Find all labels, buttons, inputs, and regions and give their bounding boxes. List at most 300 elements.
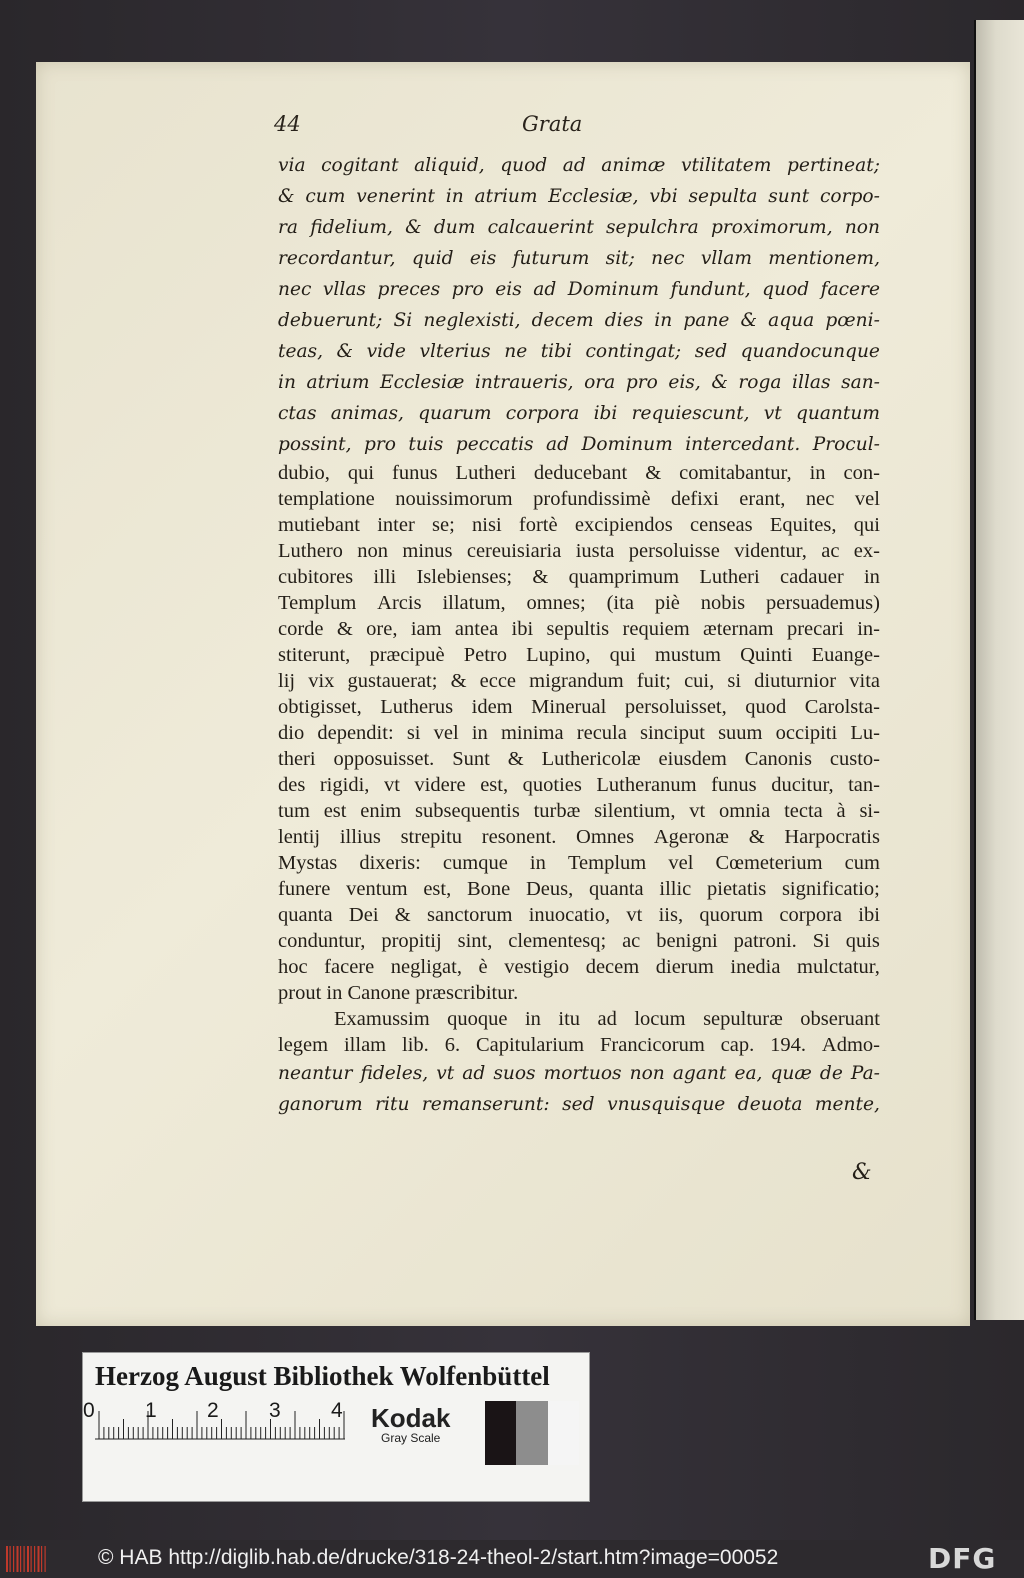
word: patroni. bbox=[733, 930, 797, 952]
word: ducitur, bbox=[771, 774, 834, 796]
word: videntur, bbox=[734, 540, 807, 562]
word: cubitores bbox=[278, 566, 354, 588]
word: ecce bbox=[479, 670, 517, 692]
word: æternam bbox=[703, 618, 774, 640]
word: ibi bbox=[858, 904, 880, 926]
word: cum bbox=[844, 852, 880, 874]
word: Admo- bbox=[821, 1034, 880, 1056]
barcode-bar bbox=[24, 1546, 25, 1572]
word: migrandum bbox=[529, 670, 624, 692]
word: pane bbox=[683, 310, 730, 331]
word: subsequentis bbox=[415, 800, 520, 822]
word: Templum bbox=[278, 592, 357, 614]
word: precari bbox=[786, 618, 844, 640]
barcode-bar bbox=[10, 1546, 11, 1572]
word: se; bbox=[432, 514, 455, 536]
word: fuit; bbox=[636, 670, 671, 692]
word: minus bbox=[402, 540, 453, 562]
word: est, bbox=[423, 878, 452, 900]
word: Dei bbox=[348, 904, 379, 926]
ruler-label: 1 bbox=[145, 1399, 157, 1422]
text-line bbox=[278, 1006, 880, 1032]
word: Luthero bbox=[278, 540, 343, 562]
word: cogitant bbox=[321, 155, 399, 176]
word: suum bbox=[718, 722, 763, 744]
word: cum bbox=[305, 186, 346, 207]
word: illas bbox=[792, 372, 831, 393]
word: quantum bbox=[795, 403, 880, 424]
page-header bbox=[274, 112, 884, 142]
word: quoque bbox=[447, 1008, 508, 1030]
word: benigni bbox=[656, 930, 718, 952]
ruler-label: 0 bbox=[83, 1399, 95, 1422]
word: cumque bbox=[442, 852, 508, 874]
word: deuota bbox=[737, 1094, 803, 1115]
word: qui bbox=[347, 462, 375, 484]
word: funus bbox=[711, 774, 757, 796]
word: quorum bbox=[699, 904, 764, 926]
text-line bbox=[278, 305, 880, 336]
text-line bbox=[278, 850, 880, 876]
word: in bbox=[863, 566, 880, 588]
word: Equites, bbox=[769, 514, 837, 536]
word: Cœmeterium bbox=[715, 852, 823, 874]
word: Francicorum bbox=[600, 1034, 705, 1056]
word: mente, bbox=[814, 1094, 880, 1115]
word: significatio; bbox=[781, 878, 880, 900]
word: quæ bbox=[770, 1063, 812, 1084]
barcode-bar bbox=[45, 1546, 46, 1572]
word: corde bbox=[278, 618, 324, 640]
word: quod bbox=[500, 155, 548, 176]
word: Euange- bbox=[811, 644, 880, 666]
body-text bbox=[278, 150, 880, 1120]
word: fideles, bbox=[360, 1063, 429, 1084]
word: de bbox=[819, 1063, 843, 1084]
word: sepulta bbox=[688, 186, 758, 207]
word: sit; bbox=[605, 248, 635, 269]
word: vix bbox=[308, 670, 335, 692]
word: tan- bbox=[848, 774, 880, 796]
word: Examussim bbox=[334, 1008, 430, 1030]
word: funere bbox=[278, 878, 331, 900]
word: mustum bbox=[654, 644, 721, 666]
word: diuturnior bbox=[754, 670, 837, 692]
word: quod bbox=[745, 696, 787, 718]
word: Omnes bbox=[576, 826, 635, 848]
word: si- bbox=[859, 800, 880, 822]
text-line bbox=[278, 429, 880, 460]
word: illatum, bbox=[442, 592, 506, 614]
word: nouissimorum bbox=[395, 488, 513, 510]
word: profundissimè bbox=[533, 488, 651, 510]
word: ventum bbox=[346, 878, 408, 900]
word: ea, bbox=[734, 1063, 763, 1084]
word: atrium bbox=[306, 372, 370, 393]
word: illic bbox=[659, 878, 692, 900]
word: omnes; bbox=[526, 592, 586, 614]
word: iam bbox=[410, 618, 442, 640]
text-line bbox=[278, 398, 880, 429]
word: contingat; bbox=[585, 341, 682, 362]
word: (ita bbox=[606, 592, 634, 614]
word: & bbox=[450, 670, 467, 692]
word: Lutheranum bbox=[596, 774, 697, 796]
word: excipiendos bbox=[574, 514, 673, 536]
word: ac bbox=[821, 540, 840, 562]
text-line bbox=[278, 720, 880, 746]
ruler-label: 3 bbox=[269, 1399, 281, 1422]
word: nec bbox=[651, 248, 685, 269]
word: gustauerat; bbox=[347, 670, 438, 692]
text-line bbox=[278, 668, 880, 694]
word: Mystas bbox=[278, 852, 338, 874]
word: cui, bbox=[684, 670, 715, 692]
word: iusta bbox=[575, 540, 615, 562]
barcode-bar bbox=[13, 1546, 14, 1572]
word: ad bbox=[597, 1008, 617, 1030]
word: Lupino, bbox=[526, 644, 591, 666]
word: san- bbox=[841, 372, 880, 393]
word: intercedant. bbox=[685, 434, 801, 455]
word: & bbox=[532, 566, 549, 588]
word: rigidi, bbox=[319, 774, 370, 796]
kodak-logo: Kodak bbox=[371, 1403, 451, 1433]
word: strepitu bbox=[400, 826, 463, 848]
word: teas, bbox=[278, 341, 324, 362]
word: eiusdem bbox=[658, 748, 727, 770]
word: videre bbox=[414, 774, 466, 796]
word: requiescunt, bbox=[631, 403, 750, 424]
word: persoluisset, bbox=[624, 696, 727, 718]
word: Quinti bbox=[740, 644, 793, 666]
word: eis bbox=[469, 248, 497, 269]
word: inedia bbox=[730, 956, 781, 978]
word: iis, bbox=[658, 904, 684, 926]
text-line bbox=[278, 616, 880, 642]
word: obseruant bbox=[800, 1008, 880, 1030]
word: persuademus) bbox=[766, 592, 880, 614]
word: à bbox=[836, 800, 846, 822]
word: pro bbox=[451, 279, 484, 300]
word: Arcis bbox=[377, 592, 422, 614]
word: negligat, bbox=[390, 956, 462, 978]
word: Bone bbox=[466, 878, 511, 900]
barcode-icon bbox=[6, 1546, 48, 1572]
word: vlterius bbox=[419, 341, 491, 362]
word: si bbox=[406, 722, 421, 744]
barcode-bar bbox=[31, 1546, 32, 1572]
word: defixi bbox=[670, 488, 719, 510]
word: vnusquisque bbox=[607, 1094, 726, 1115]
word: quamprimum bbox=[568, 566, 680, 588]
word: quoties bbox=[522, 774, 582, 796]
word: fundunt, bbox=[670, 279, 751, 300]
word: vbi bbox=[649, 186, 678, 207]
word: animas, bbox=[330, 403, 404, 424]
word: decem bbox=[531, 310, 594, 331]
word: futurum bbox=[512, 248, 590, 269]
word: vt bbox=[436, 1063, 455, 1084]
word: suos bbox=[493, 1063, 536, 1084]
word: stiterunt, bbox=[278, 644, 351, 666]
word: Procul- bbox=[812, 434, 880, 455]
word: in bbox=[809, 462, 826, 484]
text-line bbox=[278, 512, 880, 538]
word: sed bbox=[562, 1094, 595, 1115]
word: neantur bbox=[278, 1063, 353, 1084]
word: sed bbox=[694, 341, 728, 362]
text-line bbox=[278, 460, 880, 486]
word: 194. bbox=[770, 1034, 807, 1056]
word: sepultis bbox=[546, 618, 610, 640]
word: preces bbox=[377, 279, 441, 300]
word: vel bbox=[854, 488, 880, 510]
word: quid bbox=[411, 248, 454, 269]
word: turbæ bbox=[533, 800, 581, 822]
text-line bbox=[278, 954, 880, 980]
word: Si bbox=[812, 930, 830, 952]
word: illi bbox=[373, 566, 397, 588]
ruler-labels bbox=[83, 1399, 353, 1427]
word: des bbox=[278, 774, 306, 796]
word: tibi bbox=[540, 341, 572, 362]
word: & bbox=[645, 462, 662, 484]
text-line: prout in Canone præscribitur. bbox=[278, 982, 519, 1004]
word: ora bbox=[584, 372, 616, 393]
barcode-bar bbox=[38, 1546, 40, 1572]
word: Lutherus bbox=[380, 696, 454, 718]
word: debuerunt; bbox=[278, 310, 383, 331]
word: neglexisti, bbox=[423, 310, 521, 331]
word: & bbox=[748, 826, 765, 848]
word: quanta bbox=[588, 878, 644, 900]
word: ore, bbox=[366, 618, 398, 640]
word: ra bbox=[278, 217, 298, 238]
word: sint, bbox=[457, 930, 493, 952]
word: fortè bbox=[518, 514, 558, 536]
word: & bbox=[507, 748, 524, 770]
word: in bbox=[471, 722, 488, 744]
word: vt bbox=[383, 774, 400, 796]
word: in bbox=[445, 186, 464, 207]
text-line bbox=[278, 1058, 880, 1089]
word: legem bbox=[278, 1034, 329, 1056]
word: minima bbox=[500, 722, 564, 744]
word: & bbox=[278, 186, 295, 207]
word: illam bbox=[343, 1034, 387, 1056]
barcode-bar bbox=[17, 1546, 19, 1572]
word: qui bbox=[609, 644, 636, 666]
text-line bbox=[278, 590, 880, 616]
ruler-label: 4 bbox=[331, 1399, 343, 1422]
library-name: Herzog August Bibliothek Wolfenbüttel bbox=[95, 1361, 550, 1391]
text-line bbox=[278, 538, 880, 564]
word: mentionem, bbox=[768, 248, 880, 269]
word: ctas bbox=[278, 403, 317, 424]
word: lij bbox=[278, 670, 296, 692]
word: obtigisset, bbox=[278, 696, 362, 718]
catchword: & bbox=[852, 1160, 872, 1185]
word: ex- bbox=[853, 540, 880, 562]
text-line bbox=[278, 1089, 880, 1120]
word: occipiti bbox=[775, 722, 838, 744]
barcode-bar bbox=[27, 1546, 29, 1572]
ruler-label: 2 bbox=[207, 1399, 219, 1422]
barcode-bar bbox=[41, 1546, 42, 1572]
word: deducebant bbox=[533, 462, 628, 484]
word: vt bbox=[626, 904, 643, 926]
word: tuis bbox=[408, 434, 444, 455]
word: corpo- bbox=[819, 186, 880, 207]
word: nec bbox=[805, 488, 835, 510]
word: in bbox=[278, 372, 296, 393]
word: idem bbox=[471, 696, 513, 718]
word: sanctorum bbox=[427, 904, 513, 926]
word: si bbox=[727, 670, 742, 692]
word: vel bbox=[668, 852, 694, 874]
gray-scale-label: Gray Scale bbox=[381, 1431, 441, 1445]
text-line bbox=[278, 642, 880, 668]
word: tecta bbox=[784, 800, 823, 822]
word: dierum bbox=[655, 956, 714, 978]
word: eis, bbox=[668, 372, 701, 393]
word: non bbox=[629, 1063, 665, 1084]
text-line bbox=[278, 694, 880, 720]
word: opposuisset. bbox=[333, 748, 435, 770]
word: quod bbox=[762, 279, 810, 300]
word: inter bbox=[377, 514, 415, 536]
word: cereuisiaria bbox=[466, 540, 562, 562]
word: illius bbox=[339, 826, 381, 848]
word: Lutheri bbox=[455, 462, 516, 484]
word: ritu bbox=[375, 1094, 410, 1115]
word: Ecclesiæ bbox=[380, 372, 465, 393]
word: lentij bbox=[278, 826, 321, 848]
copyright-link[interactable]: © HAB http://diglib.hab.de/drucke/318-24-theol-2/start.htm?image=00052 bbox=[98, 1546, 779, 1569]
text-line bbox=[278, 150, 880, 181]
word: requiem bbox=[622, 618, 690, 640]
word: atrium bbox=[474, 186, 538, 207]
text-line bbox=[278, 274, 880, 305]
text-line bbox=[278, 798, 880, 824]
word: Templum bbox=[567, 852, 647, 874]
word: & bbox=[336, 341, 354, 362]
word: dependit: bbox=[317, 722, 394, 744]
word: recula bbox=[576, 722, 627, 744]
text-line bbox=[278, 824, 880, 850]
word: mulctatur, bbox=[797, 956, 880, 978]
word: ad bbox=[546, 434, 570, 455]
word: cap. bbox=[720, 1034, 755, 1056]
gray-swatch bbox=[516, 1401, 547, 1465]
barcode-bar bbox=[20, 1546, 21, 1572]
word: in bbox=[524, 1008, 541, 1030]
word: hoc bbox=[278, 956, 308, 978]
word: antea bbox=[454, 618, 499, 640]
word: custo- bbox=[829, 748, 880, 770]
word: animæ bbox=[601, 155, 666, 176]
word: & bbox=[405, 217, 422, 238]
word: venerint bbox=[356, 186, 435, 207]
word: nisi bbox=[472, 514, 502, 536]
word: dies bbox=[604, 310, 644, 331]
word: Dominum bbox=[567, 279, 660, 300]
word: est, bbox=[480, 774, 509, 796]
word: vllas bbox=[322, 279, 366, 300]
word: quarum bbox=[418, 403, 492, 424]
word: mortuos bbox=[543, 1063, 622, 1084]
word: comitabantur, bbox=[679, 462, 792, 484]
word: aliquid, bbox=[414, 155, 485, 176]
word: clementesq; bbox=[508, 930, 607, 952]
gray-swatch bbox=[485, 1401, 516, 1465]
word: aqua bbox=[768, 310, 815, 331]
word: vt bbox=[763, 403, 782, 424]
word: sepulturæ bbox=[703, 1008, 783, 1030]
word: agant bbox=[672, 1063, 727, 1084]
word: dum bbox=[433, 217, 476, 238]
word: Ecclesiæ, bbox=[548, 186, 639, 207]
word: vel bbox=[433, 722, 459, 744]
text-line bbox=[278, 564, 880, 590]
text-line bbox=[278, 336, 880, 367]
word: in- bbox=[857, 618, 880, 640]
text-line bbox=[278, 876, 880, 902]
word: dio bbox=[278, 722, 305, 744]
word: decem bbox=[585, 956, 640, 978]
barcode-bar bbox=[6, 1546, 8, 1572]
word: proximorum, bbox=[710, 217, 833, 238]
word: sunt bbox=[768, 186, 810, 207]
word: remanserunt: bbox=[421, 1094, 550, 1115]
word: recordantur, bbox=[278, 248, 396, 269]
word: ad bbox=[533, 279, 557, 300]
word: vestigio bbox=[504, 956, 570, 978]
word: templatione bbox=[278, 488, 375, 510]
word: & bbox=[336, 618, 353, 640]
word: roga bbox=[738, 372, 782, 393]
word: qui bbox=[853, 514, 880, 536]
gray-swatch bbox=[548, 1401, 579, 1465]
text-line bbox=[278, 243, 880, 274]
word: fidelium, bbox=[310, 217, 393, 238]
word: ad bbox=[462, 1063, 486, 1084]
word: quanta bbox=[278, 904, 333, 926]
word: ibi bbox=[593, 403, 618, 424]
word: possint, bbox=[278, 434, 352, 455]
word: Dominum bbox=[581, 434, 673, 455]
word: non bbox=[357, 540, 389, 562]
word: pietatis bbox=[707, 878, 767, 900]
word: præcipuè bbox=[369, 644, 445, 666]
calibration-card bbox=[82, 1352, 590, 1502]
word: Capitularium bbox=[475, 1034, 585, 1056]
word: itu bbox=[558, 1008, 581, 1030]
word: non bbox=[844, 217, 880, 238]
word: & bbox=[394, 904, 411, 926]
word: erant, bbox=[739, 488, 786, 510]
word: pro bbox=[625, 372, 658, 393]
word: Ageronæ bbox=[653, 826, 729, 848]
word: Harpocratis bbox=[784, 826, 880, 848]
word: dubio, bbox=[278, 462, 330, 484]
word: theri bbox=[278, 748, 316, 770]
word: pertineat; bbox=[786, 155, 880, 176]
text-line bbox=[278, 181, 880, 212]
text-line bbox=[278, 367, 880, 398]
word: ne bbox=[504, 341, 528, 362]
